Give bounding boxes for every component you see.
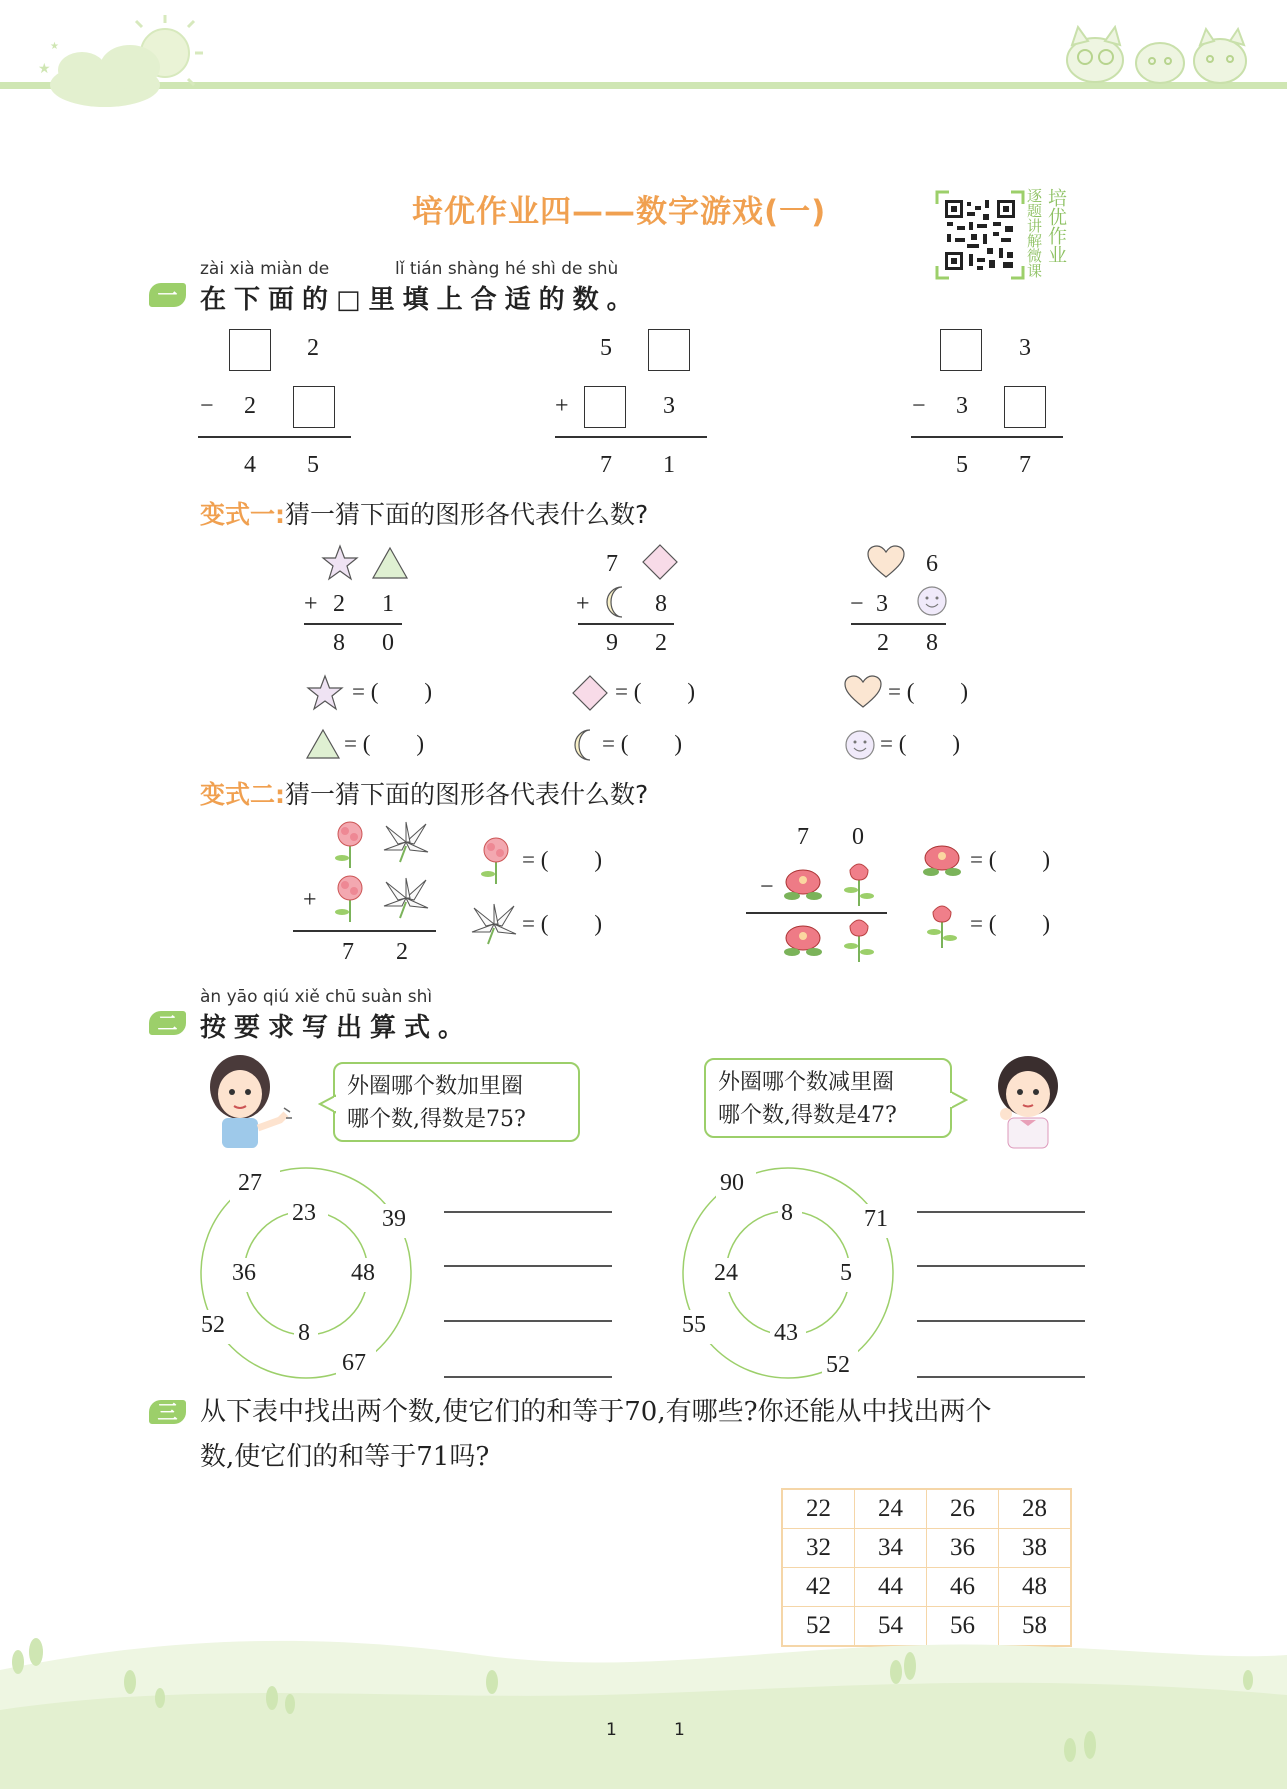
speech-bubble-left [333, 1062, 580, 1142]
digit: 3 [1019, 335, 1031, 361]
digit: 7 [342, 939, 354, 965]
section1-badge: 一 [149, 283, 186, 307]
digit: 3 [876, 591, 888, 617]
variant1-label: 变式一: [200, 500, 285, 529]
rose-icon [842, 914, 876, 964]
peony-equation[interactable]: = ( ) [970, 847, 1051, 872]
triangle-equation[interactable]: = ( ) [344, 731, 425, 756]
sum-line [851, 623, 946, 625]
outer-number: 52 [201, 1312, 225, 1338]
svg-text:★: ★ [50, 41, 59, 52]
variant1-line [200, 495, 648, 531]
table-row [782, 1489, 1071, 1529]
inner-number: 23 [292, 1200, 316, 1226]
heart-equation[interactable]: = ( ) [888, 679, 969, 704]
table-cell: 44 [855, 1568, 927, 1607]
answer-line[interactable] [917, 1211, 1085, 1213]
rose-icon [925, 900, 959, 950]
digit: 8 [333, 630, 345, 656]
operator-plus: + [303, 887, 317, 913]
heart-icon [866, 544, 906, 580]
moon-equation[interactable]: = ( ) [602, 731, 683, 756]
section3-text-line2: 数,使它们的和等于71吗? [200, 1442, 490, 1472]
digit: 5 [307, 452, 319, 478]
carnation-icon [330, 872, 370, 924]
operator-plus: + [555, 393, 569, 419]
svg-text:★: ★ [38, 61, 51, 77]
page-number-right: 1 [674, 1720, 685, 1740]
section2-badge: 二 [149, 1011, 186, 1035]
outer-number: 27 [238, 1170, 262, 1196]
lily-icon [468, 902, 520, 946]
inner-number: 36 [232, 1260, 256, 1286]
answer-line[interactable] [917, 1320, 1085, 1322]
digit: 2 [333, 591, 345, 617]
outer-number: 90 [720, 1170, 744, 1196]
digit: 5 [956, 452, 968, 478]
bubble-right-line2: 哪个数,得数是47? [718, 1103, 897, 1128]
operator-minus: − [760, 874, 774, 900]
digit: 9 [606, 630, 618, 656]
star-icon [320, 543, 360, 583]
answer-line[interactable] [444, 1265, 612, 1267]
animal-faces-decoration [1060, 25, 1260, 85]
moon-icon [568, 727, 600, 763]
qr-label-main: 培优作业 [1045, 188, 1067, 264]
sum-line [198, 436, 351, 438]
table-cell: 58 [999, 1607, 1072, 1647]
answer-box[interactable] [584, 386, 626, 428]
answer-box[interactable] [940, 329, 982, 371]
digit: 2 [396, 939, 408, 965]
section2-pinyin: àn yāo qiú xiě chū suàn shì [200, 987, 433, 1007]
table-cell: 24 [855, 1489, 927, 1529]
table-cell: 38 [999, 1529, 1072, 1568]
digit: 6 [926, 551, 938, 577]
section1-heading: 在下面的□里填上合适的数。 [200, 285, 641, 315]
qr-label-sub: 逐题讲解微课 [1025, 188, 1043, 278]
bubble-pointer [950, 1090, 968, 1110]
digit: 2 [244, 393, 256, 419]
outer-number: 52 [826, 1352, 850, 1378]
inner-number: 43 [774, 1320, 798, 1346]
operator-minus: − [912, 393, 926, 419]
digit: 7 [1019, 452, 1031, 478]
table-cell: 26 [927, 1489, 999, 1529]
smiley-equation[interactable]: = ( ) [880, 731, 961, 756]
answer-line[interactable] [444, 1211, 612, 1213]
star-equation[interactable]: = ( ) [352, 679, 433, 704]
digit: 0 [852, 824, 864, 850]
girl-illustration [990, 1052, 1065, 1152]
bubble-right-line1: 外圈哪个数减里圈 [718, 1070, 895, 1095]
sum-line [293, 930, 436, 932]
digit: 1 [382, 591, 394, 617]
inner-number: 48 [351, 1260, 375, 1286]
variant2-line [200, 775, 648, 811]
carnation-equation[interactable]: = ( ) [522, 847, 603, 872]
digit: 8 [926, 630, 938, 656]
inner-number: 24 [714, 1260, 738, 1286]
speech-bubble-right [704, 1058, 952, 1138]
outer-number: 55 [682, 1312, 706, 1338]
digit: 4 [244, 452, 256, 478]
bubble-pointer [318, 1094, 336, 1114]
operator-plus: + [304, 591, 318, 617]
digit: 7 [797, 824, 809, 850]
lily-equation[interactable]: = ( ) [522, 911, 603, 936]
section3-badge: 三 [149, 1400, 186, 1424]
table-cell: 56 [927, 1607, 999, 1647]
variant1-text: 猜一猜下面的图形各代表什么数? [285, 500, 649, 529]
landscape-footer [0, 1600, 1287, 1789]
sum-line [304, 623, 402, 625]
table-cell: 54 [855, 1607, 927, 1647]
digit: 0 [382, 630, 394, 656]
answer-box[interactable] [1004, 386, 1046, 428]
inner-number: 8 [298, 1320, 310, 1346]
digit: 2 [307, 335, 319, 361]
digit: 1 [663, 452, 675, 478]
qr-frame [935, 190, 1025, 280]
answer-box[interactable] [293, 386, 335, 428]
digit: 2 [877, 630, 889, 656]
outer-number: 67 [342, 1350, 366, 1376]
answer-line[interactable] [444, 1320, 612, 1322]
diamond-equation[interactable]: = ( ) [615, 679, 696, 704]
answer-line[interactable] [444, 1376, 612, 1378]
rose-equation[interactable]: = ( ) [970, 911, 1051, 936]
lily-icon [380, 876, 432, 920]
answer-line[interactable] [917, 1376, 1085, 1378]
smiley-icon [843, 728, 877, 762]
table-cell: 36 [927, 1529, 999, 1568]
girl-illustration [200, 1052, 295, 1152]
digit: 2 [655, 630, 667, 656]
digit: 3 [956, 393, 968, 419]
star-icon [305, 673, 345, 713]
table-cell: 28 [999, 1489, 1072, 1529]
table-cell: 46 [927, 1568, 999, 1607]
diamond-icon [640, 542, 680, 582]
rose-icon [842, 858, 876, 908]
page-title: 培优作业四——数字游戏(一) [412, 194, 827, 230]
variant2-label: 变式二: [200, 780, 285, 809]
section1-pinyin-b: lǐ tián shàng hé shì de shù [395, 259, 619, 279]
digit: 7 [600, 452, 612, 478]
peony-icon [782, 920, 824, 960]
digit: 8 [655, 591, 667, 617]
carnation-icon [476, 834, 516, 886]
bubble-left-line2: 哪个数,得数是75? [347, 1107, 526, 1132]
peony-icon [921, 840, 963, 880]
lily-icon [380, 820, 432, 864]
diamond-icon [570, 673, 610, 713]
outer-number: 39 [382, 1206, 406, 1232]
sun-cloud-decoration [10, 5, 210, 115]
table-cell: 32 [782, 1529, 855, 1568]
sum-line [555, 436, 707, 438]
answer-box[interactable] [229, 329, 271, 371]
answer-line[interactable] [917, 1265, 1085, 1267]
inner-number: 5 [840, 1260, 852, 1286]
section3-text-line1: 从下表中找出两个数,使它们的和等于70,有哪些?你还能从中找出两个 [200, 1397, 992, 1427]
triangle-icon [370, 545, 410, 581]
moon-icon [600, 584, 632, 620]
outer-number: 71 [864, 1206, 888, 1232]
triangle-icon [304, 727, 342, 761]
sum-line [578, 623, 674, 625]
table-cell: 52 [782, 1607, 855, 1647]
answer-box[interactable] [648, 329, 690, 371]
peony-icon [782, 864, 824, 904]
table-row [782, 1529, 1071, 1568]
table-cell: 48 [999, 1568, 1072, 1607]
section1-pinyin-a: zài xià miàn de [200, 259, 330, 279]
inner-number: 8 [781, 1200, 793, 1226]
page-number-left: 1 [606, 1720, 617, 1740]
table-cell: 42 [782, 1568, 855, 1607]
digit: 3 [663, 393, 675, 419]
bubble-left-line1: 外圈哪个数加里圈 [347, 1074, 524, 1099]
smiley-icon [915, 584, 949, 618]
sum-line [911, 436, 1063, 438]
operator-plus: + [576, 591, 590, 617]
table-cell: 22 [782, 1489, 855, 1529]
digit: 7 [606, 551, 618, 577]
digit: 5 [600, 335, 612, 361]
operator-minus: − [200, 393, 214, 419]
heart-icon [843, 674, 883, 710]
operator-minus: − [850, 591, 864, 617]
section2-heading: 按要求写出算式。 [200, 1013, 473, 1043]
carnation-icon [330, 818, 370, 870]
variant2-text: 猜一猜下面的图形各代表什么数? [285, 780, 649, 809]
table-cell: 34 [855, 1529, 927, 1568]
